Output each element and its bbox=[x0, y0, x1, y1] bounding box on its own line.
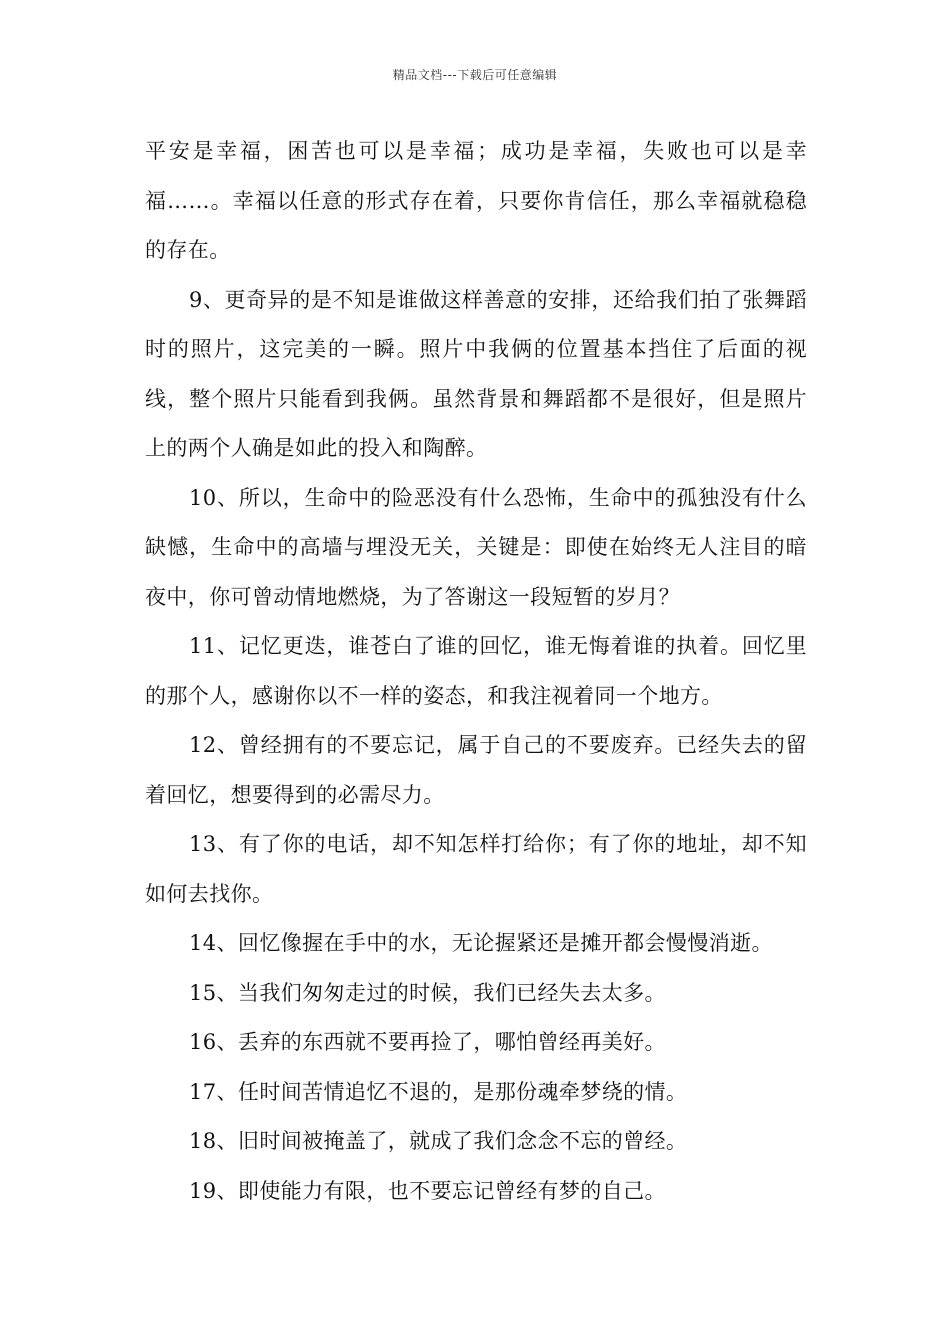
paragraph-17: 17、任时间苦情追忆不退的，是那份魂牵梦绕的情。 bbox=[189, 1079, 688, 1104]
paragraph-10: 10、所以，生命中的险恶没有什么恐怖，生命中的孤独没有什么缺憾，生命中的高墙与埋没无关，关键是：即使在始终无人注目的暗夜中，你可曾动情地燃烧，为了答谢这一段短暂的岁月？ bbox=[145, 485, 807, 609]
paragraph-12: 12、曾经拥有的不要忘记，属于自己的不要废弃。已经失去的留着回忆，想要得到的必需尽力。 bbox=[145, 733, 807, 807]
page-header: 精品文档---下载后可任意编辑 bbox=[392, 68, 558, 82]
document-body bbox=[145, 127, 807, 1216]
paragraph-9: 9、更奇异的是不知是谁做这样善意的安排，还给我们拍了张舞蹈时的照片，这完美的一瞬。照片中我俩的位置基本挡住了后面的视线，整个照片只能看到我俩。虽然背景和舞蹈都不是很好，但是照片上的两个人确是如此的投入和陶醉。 bbox=[145, 287, 807, 460]
paragraph-13: 13、有了你的电话，却不知怎样打给你；有了你的地址，却不知如何去找你。 bbox=[145, 832, 807, 906]
paragraph-18: 18、旧时间被掩盖了，就成了我们念念不忘的曾经。 bbox=[189, 1129, 688, 1153]
paragraph-14: 14、回忆像握在手中的水，无论握紧还是摊开都会慢慢消逝。 bbox=[189, 931, 773, 955]
paragraph-19: 19、即使能力有限，也不要忘记曾经有梦的自己。 bbox=[189, 1178, 666, 1203]
paragraph-11: 11、记忆更迭，谁苍白了谁的回忆，谁无悔着谁的执着。回忆里的那个人，感谢你以不一样的姿态，和我注视着同一个地方。 bbox=[145, 634, 807, 708]
paragraph-continuation: 平安是幸福，困苦也可以是幸福；成功是幸福，失败也可以是幸福……。幸福以任意的形式存在着，只要你肯信任，那么幸福就稳稳的存在。 bbox=[145, 139, 807, 262]
paragraph-15: 15、当我们匆匆走过的时候，我们已经失去太多。 bbox=[189, 980, 666, 1005]
paragraph-16: 16、丢弃的东西就不要再捡了，哪怕曾经再美好。 bbox=[189, 1030, 666, 1054]
